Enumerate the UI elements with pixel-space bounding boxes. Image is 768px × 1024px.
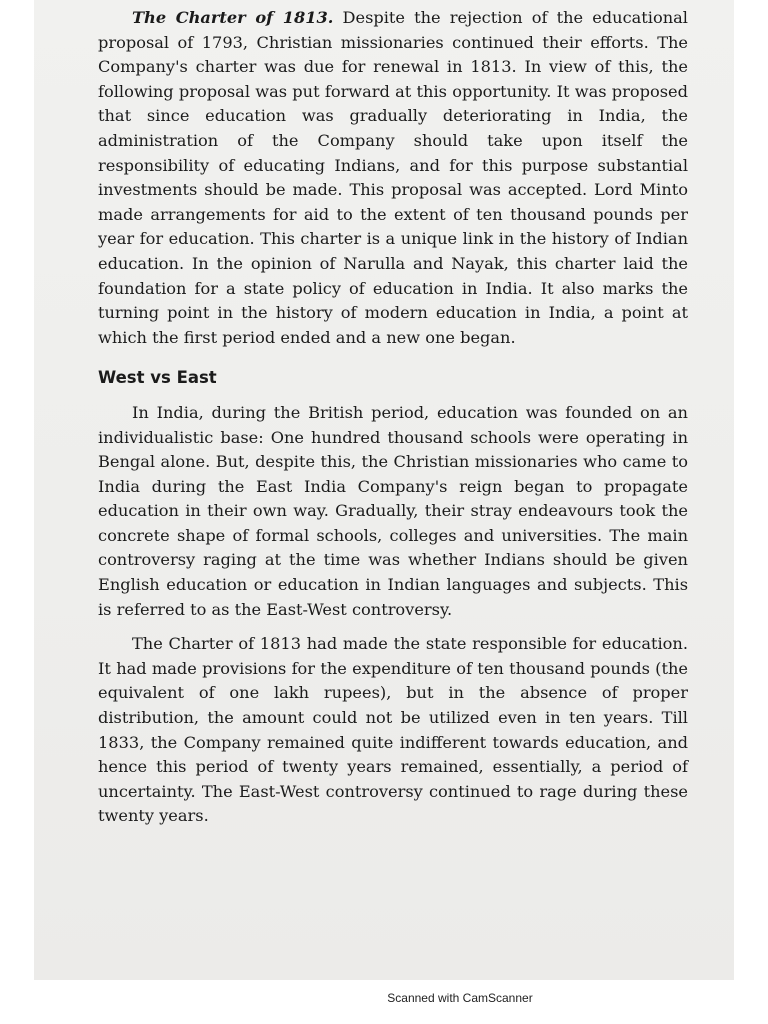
- paragraph-charter-1813: [98, 6, 688, 350]
- section-heading: West vs East: [98, 368, 217, 388]
- paragraph-charter-effect: The Charter of 1813 had made the state responsible for education. It had made provisions for the expenditure of ten thousand pounds (the equivalent of one lakh rupees), but in the absence of proper distribution, the amount could not be utilized even in ten years. Till 1833, the Company remained quite indifferent towards education, and hence this period of twenty years remained, essentially, a period of uncertainty. The East-West controversy continued to rage during these twenty years.: [98, 634, 688, 826]
- camscanner-footer: [0, 991, 768, 1005]
- paragraph-gap: [98, 622, 688, 632]
- page-text: [98, 6, 688, 829]
- footer-label: Scanned with CamScanner: [387, 991, 533, 1005]
- scanned-page: [34, 0, 734, 980]
- paragraph-west-vs-east: In India, during the British period, education was founded on an individualistic base: One hundred thousand schools were operating in Bengal alone. But, despite this, the Christian missionaries who came to India during the East India Company's reign began to propagate education in their own way. Gradually, their stray endeavours took the concrete shape of formal schools, colleges and universities. The main controversy raging at the time was whether Indians should be given English education or education in Indian languages and subjects. This is referred to as the East-West controversy.: [98, 402, 688, 619]
- run-in-title: The Charter of 1813.: [132, 8, 334, 27]
- paragraph-body: Despite the rejection of the educational proposal of 1793, Christian missionaries continued their efforts. The Company's charter was due for renewal in 1813. In view of this, the following proposal was put forward at this opportunity. It was proposed that since education was gradually deteriorating in India, the administration of the Company should take upon itself the responsibility of educating Indians, and for this purpose substantial investments should be made. This proposal was accepted. Lord Minto made arrangements for aid to the extent of ten thousand pounds per year for education. This charter is a unique link in the history of Indian education. In the opinion of Narulla and Nayak, this charter laid the foundation for a state policy of education in India. It also marks the turning point in the history of modern education in India, a point at which the first period ended and a new one began.: [98, 8, 688, 347]
